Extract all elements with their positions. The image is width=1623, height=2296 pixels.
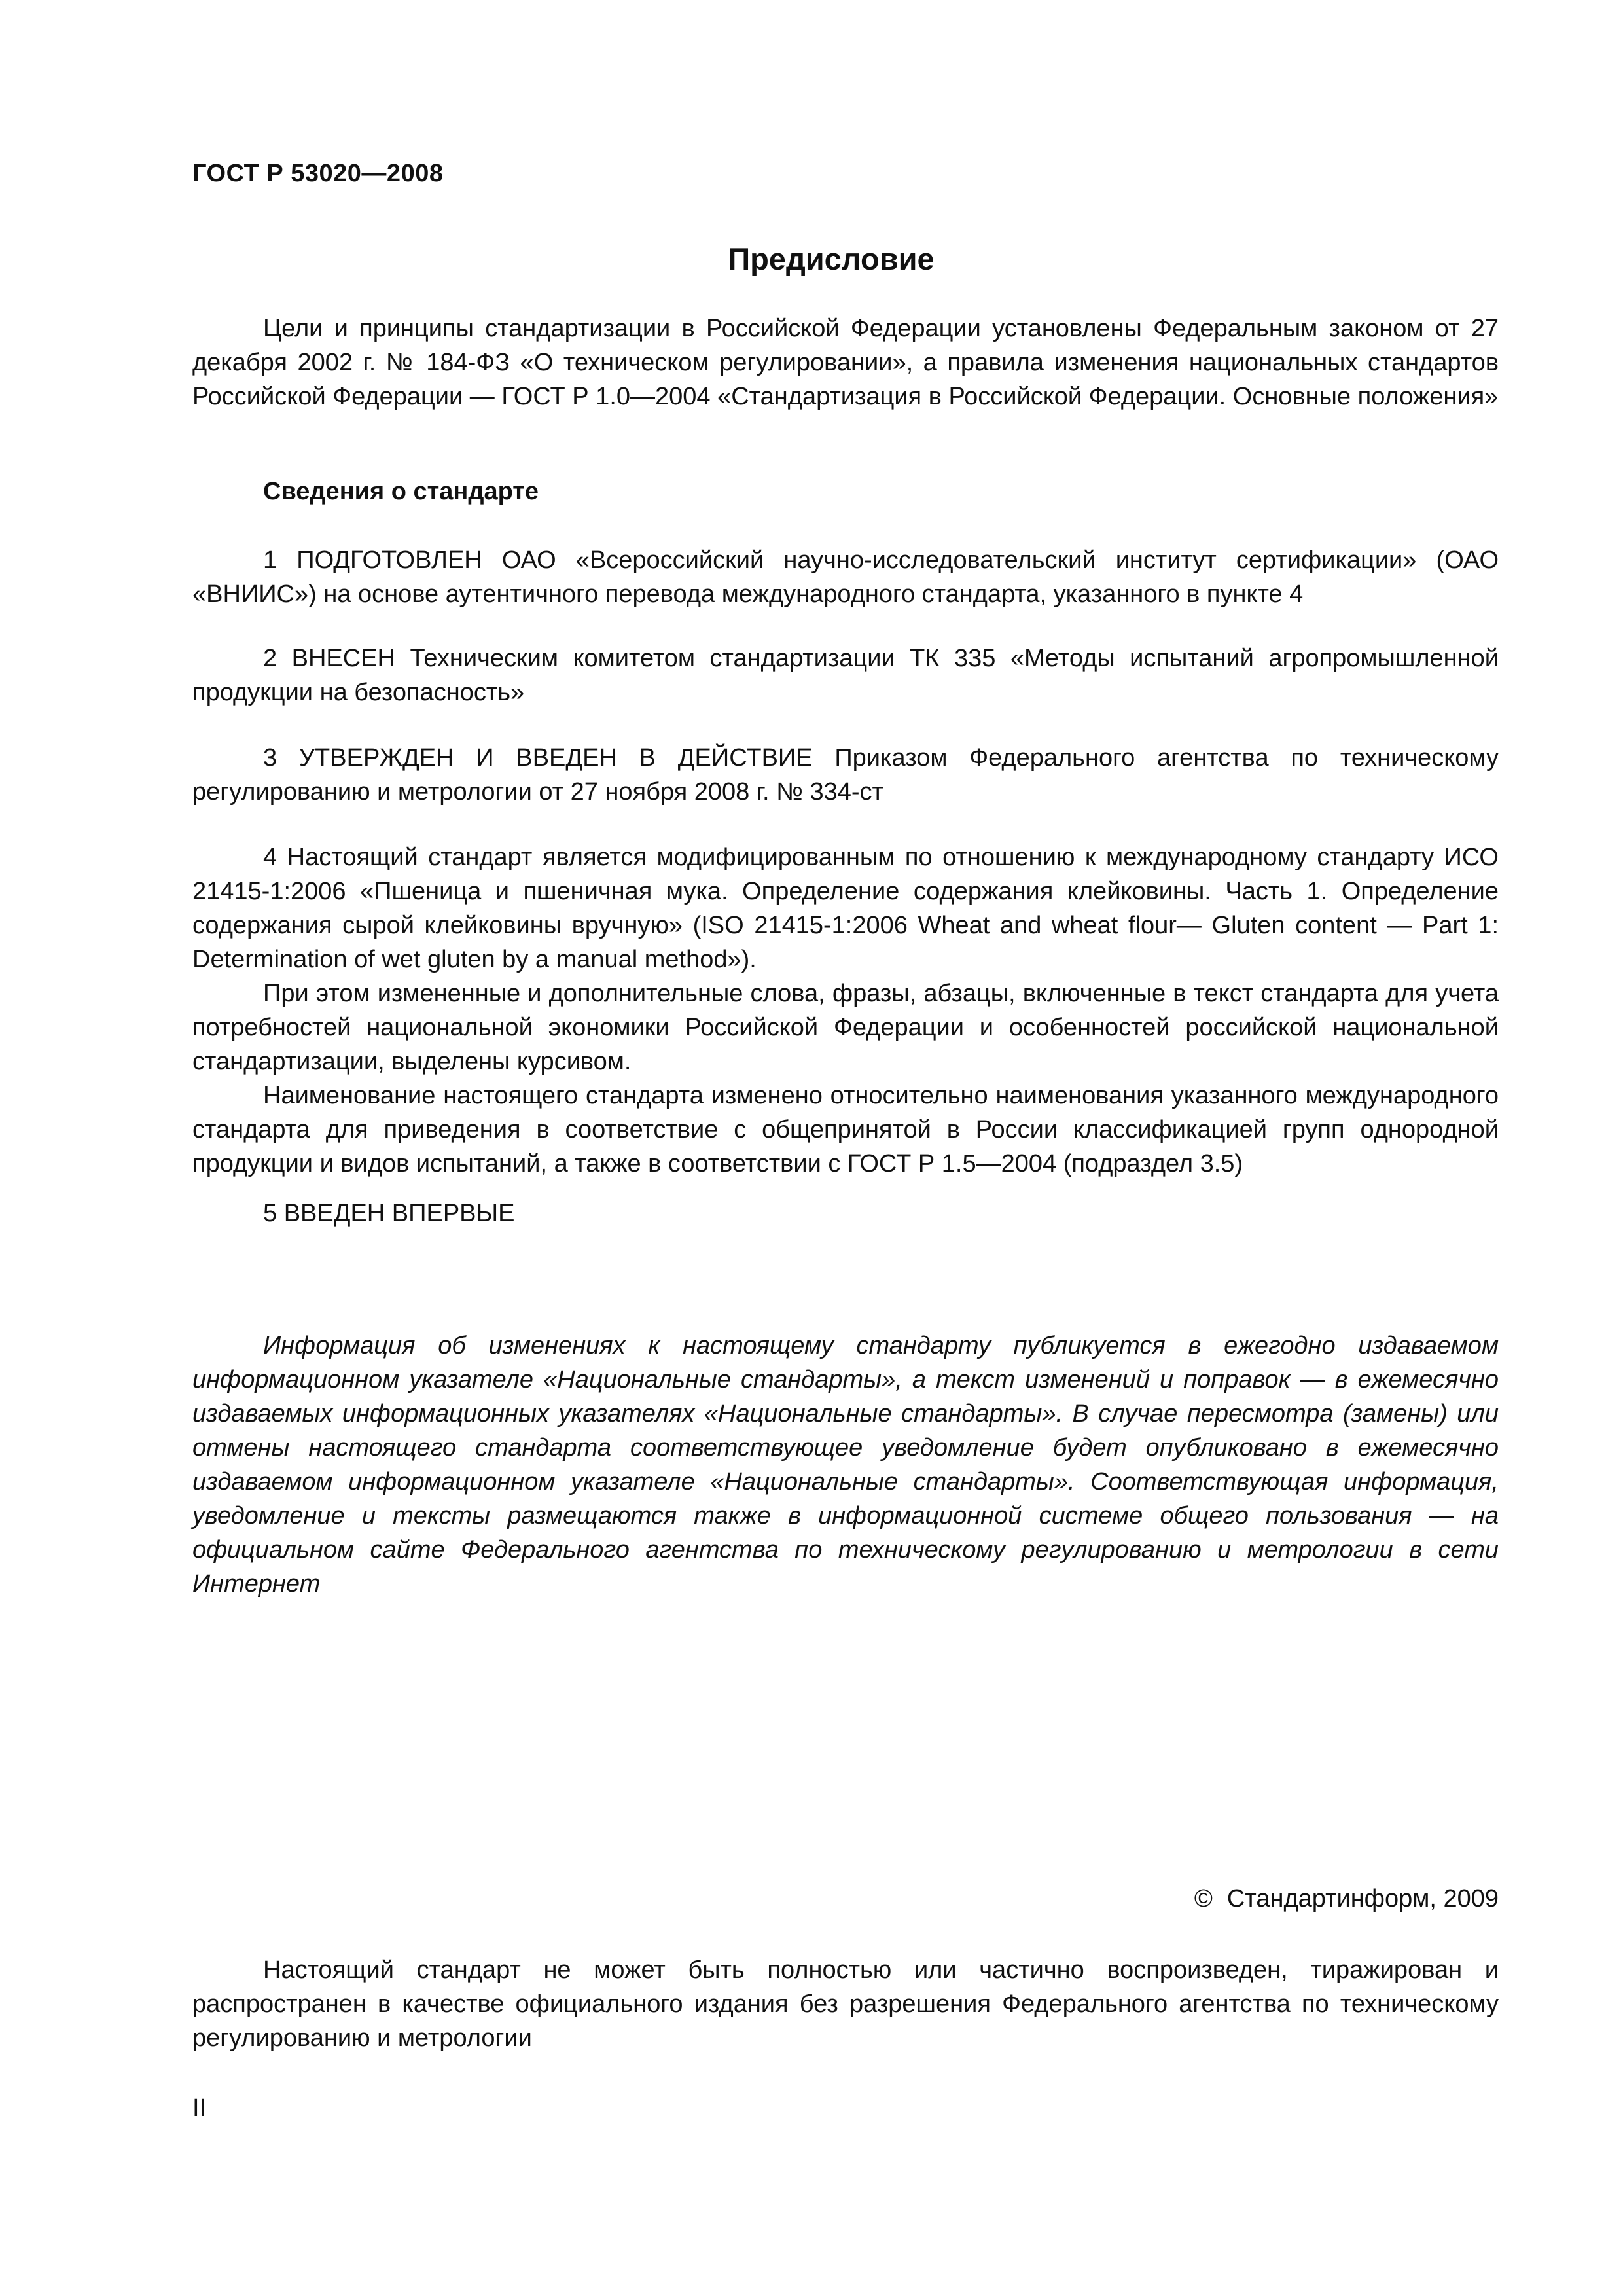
item-4-italic-note: При этом измененные и дополнительные слова, фразы, абзацы, включенные в текст стандарта для учета потребностей национальной экономики Российской Федерации и особенностей российской национальной стандартизации, выделены курсивом. (192, 980, 1499, 1075)
copyright-text: Стандартинформ, 2009 (1226, 1885, 1499, 1912)
item-2-paragraph: 2 ВНЕСЕН Техническим комитетом стандартизации ТК 335 «Методы испытаний агропромышленной продукции на безопасность» (192, 645, 1499, 706)
page-title: Предисловие (728, 242, 935, 276)
item-4-block (192, 840, 1499, 1181)
page-number: II (192, 2094, 207, 2122)
intro-paragraph: Цели и принципы стандартизации в Российской Федерации установлены Федеральным законом от 27 декабря 2002 г. № 184-ФЗ «О техническом регулировании», а правила изменения национальных стандартов Российской Федерации — ГОСТ Р 1.0—2004 «Стандартизация в Российской Федерации. Основные положения» (192, 315, 1499, 410)
item-3-paragraph: 3 УТВЕРЖДЕН И ВВЕДЕН В ДЕЙСТВИЕ Приказом Федерального агентства по техническому регулированию и метрологии от 27 ноября 2008 г. № 334-ст (192, 744, 1499, 806)
item-5-paragraph: 5 ВВЕДЕН ВПЕРВЫЕ (263, 1200, 515, 1227)
item-4-name-note: Наименование настоящего стандарта изменено относительно наименования указанного международного стандарта для приведения в соответствие с общепринятой в России классификацией групп однородной продукции и видов испытаний, а также в соответствии с ГОСТ Р 1.5—2004 (подраздел 3.5) (192, 1082, 1499, 1177)
item-1-paragraph: 1 ПОДГОТОВЛЕН ОАО «Всероссийский научно-исследовательский институт сертификации» (ОАО «ВНИИС») на основе аутентичного перевода международного стандарта, указанного в пункте 4 (192, 547, 1499, 608)
copyright-icon: © (1194, 1885, 1213, 1912)
info-notice-paragraph: Информация об изменениях к настоящему стандарту публикуется в ежегодно издаваемом информационном указателе «Национальные стандарты», а текст изменений и поправок — в ежемесячно издаваемых информационных указателях «Национальные стандарты». В случае пересмотра (замены) или отмены настоящего стандарта соответствующее уведомление будет опубликовано в ежемесячно издаваемом информационном указателе «Национальные стандарты». Соответствующая информация, уведомление и тексты размещаются также в информационной системе общего пользования — на официальном сайте Федерального агентства по техническому регулированию и метрологии в сети Интернет (192, 1332, 1499, 1598)
section-heading: Сведения о стандарте (263, 478, 539, 505)
copyright-line (1194, 1885, 1499, 1913)
reproduction-notice-paragraph: Настоящий стандарт не может быть полностью или частично воспроизведен, тиражирован и распространен в качестве официального издания без разрешения Федерального агентства по техническому регулированию и метрологии (192, 1956, 1499, 2052)
standard-id-header: ГОСТ Р 53020—2008 (192, 160, 444, 187)
item-4-paragraph: 4 Настоящий стандарт является модифицированным по отношению к международному стандарту ИСО 21415-1:2006 «Пшеница и пшеничная мука. Определение содержания клейковины. Часть 1. Определение содержания сырой клейковины вручную» (ISO 21415-1:2006 Wheat and wheat flour— Gluten content — Part 1: Determination of wet gluten by a manual method»). (192, 844, 1499, 973)
